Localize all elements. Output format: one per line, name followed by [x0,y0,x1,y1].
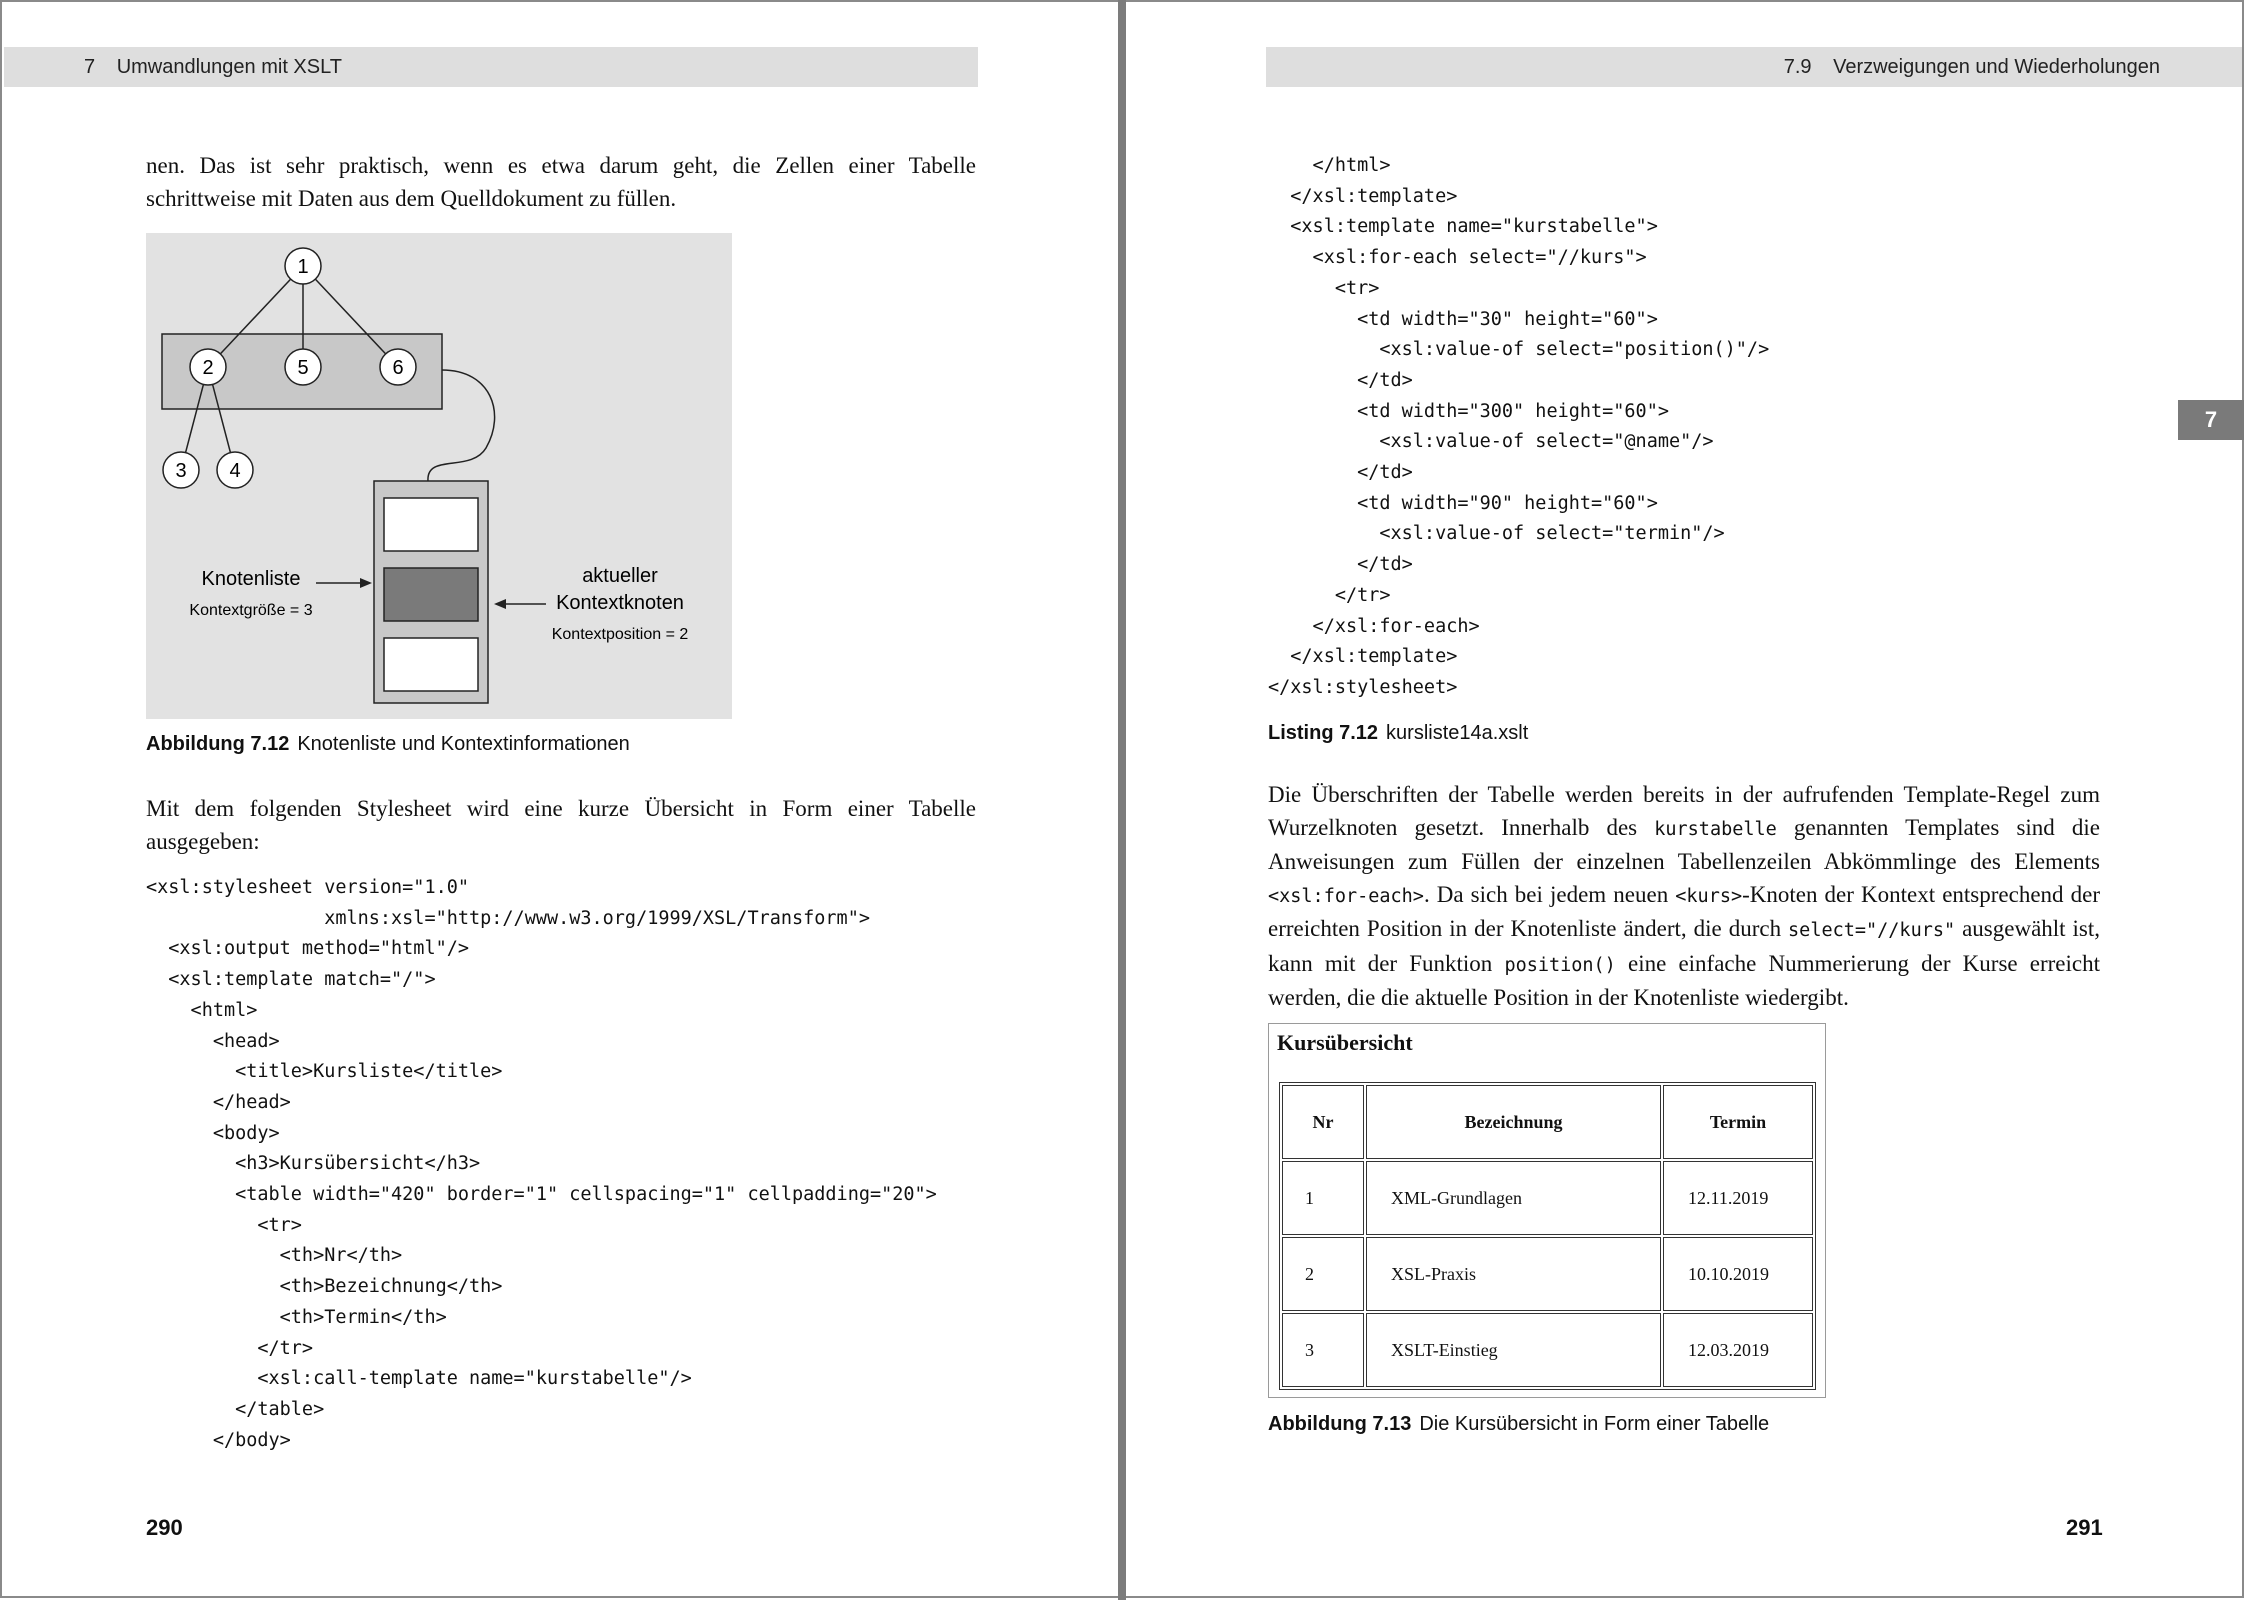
page-number-right: 291 [2066,1515,2103,1540]
cell-bezeichnung: XML-Grundlagen [1366,1161,1661,1235]
arrow-kontextknoten-head [494,599,506,609]
para-text: . Da sich bei jedem neuen [1423,881,1676,907]
node-list-slot-3 [384,638,478,691]
caption-text: Die Kursübersicht in Form einer Tabelle [1419,1413,1770,1435]
code-line: <td width="300" height="60"> [1268,400,1669,422]
code-line: <tr> [146,1214,302,1236]
node-6-label: 6 [392,357,404,379]
code-line: <xsl:value-of select="position()"/> [1268,339,1770,361]
paragraph-stylesheet-intro: Mit dem folgenden Stylesheet wird eine kurze Übersicht in Form einer Tabelle ausgegeben: [146,796,976,854]
node-2-label: 2 [202,357,214,379]
code-line: </td> [1268,462,1413,484]
cell-nr: 3 [1282,1313,1364,1387]
code-listing-right [1268,151,1769,704]
chapter-title: Umwandlungen mit XSLT [116,56,342,78]
figure-7-13-caption [1268,1413,1769,1436]
code-listing-left [146,873,937,1456]
table-row [1282,1237,1813,1311]
para-text: Die Überschriften der Tabelle werden bereits in der aufrufenden Template-Regel zum Wurzelknoten gesetzt. Innerhalb des [1268,782,2100,840]
code-line: <xsl:output method="html"/> [146,938,470,960]
cell-termin: 12.03.2019 [1663,1313,1813,1387]
code-line: <th>Bezeichnung</th> [146,1276,503,1298]
code-line: <xsl:template name="kurstabelle"> [1268,216,1658,238]
caption-label: Abbildung 7.13 [1268,1413,1412,1435]
code-line: <td width="90" height="60"> [1268,492,1658,514]
code-line: <xsl:stylesheet version="1.0" [146,877,470,898]
code-line: </tr> [1268,584,1391,606]
code-line: </td> [1268,369,1413,391]
code-line: <xsl:template match="/"> [146,969,436,991]
header-nr: Nr [1282,1085,1364,1159]
figure-knotenliste [146,233,732,719]
cell-termin: 10.10.2019 [1663,1237,1813,1311]
code-line: </xsl:for-each> [1268,615,1480,637]
right-running-head [1266,47,2242,87]
node-1-label: 1 [297,256,309,278]
code-line: </head> [146,1091,291,1113]
code-line: <body> [146,1122,280,1144]
inline-code: position() [1504,954,1616,976]
code-line: </body> [146,1429,291,1451]
label-kontextknoten: Kontextknoten [556,592,684,614]
kursuebersicht-title: Kursübersicht [1277,1030,1413,1055]
node-list-slot-2-current [384,568,478,621]
para-text: -Knoten der Kontext entsprechend der erreichten Position in der Knotenliste ändert, die durch [1268,881,2100,941]
listing-label: Listing 7.12 [1268,722,1379,744]
chapter-number: 7 [84,56,96,78]
cell-nr: 1 [1282,1161,1364,1235]
node-3-label: 3 [175,460,187,482]
cell-bezeichnung: XSL-Praxis [1366,1237,1661,1311]
section-title: Verzweigungen und Wiederholungen [1833,56,2160,78]
listing-filename: kursliste14a.xslt [1386,722,1529,744]
arrow-knotenliste-head [360,578,372,588]
chapter-thumb-tab: 7 [2178,400,2244,440]
code-line: <xsl:call-template name="kurstabelle"/> [146,1368,692,1390]
inline-code: select="//kurs" [1788,920,1956,941]
code-line: </html> [1268,155,1391,176]
node-4-label: 4 [229,460,241,482]
code-line: <xsl:for-each select="//kurs"> [1268,247,1647,269]
page-number-left: 290 [146,1515,183,1540]
para-text: ausgewählt ist, kann mit der Funktion [1268,916,2101,976]
kurs-table [1279,1082,1816,1390]
code-line: <th>Termin</th> [146,1306,447,1328]
code-line: <tr> [1268,277,1380,299]
node-list-slot-1 [384,498,478,551]
header-bezeichnung: Bezeichnung [1366,1085,1661,1159]
code-line: <td width="30" height="60"> [1268,308,1658,330]
para-text: eine einfache Nummerierung der Kurse erreicht werden, die die aktuelle Position in der Knotenliste wiedergibt. [1268,950,2100,1010]
code-line: <xsl:value-of select="@name"/> [1268,431,1714,453]
listing-7-12-caption [1268,722,1528,745]
code-line: </xsl:template> [1268,185,1458,207]
label-kontextgroesse: Kontextgröße = 3 [189,602,313,619]
caption-label: Abbildung 7.12 [146,733,290,755]
code-line: <html> [146,999,258,1021]
caption-text: Knotenliste und Kontextinformationen [297,733,630,755]
code-line: <th>Nr</th> [146,1245,403,1267]
cell-termin: 12.11.2019 [1663,1161,1813,1235]
table-row [1282,1313,1813,1387]
code-line: <title>Kursliste</title> [146,1061,503,1083]
code-line: <h3>Kursübersicht</h3> [146,1153,481,1175]
left-running-head [4,47,978,87]
table-header-row [1282,1085,1813,1159]
code-line: </xsl:template> [1268,646,1458,668]
inline-code: <xsl:for-each> [1268,885,1424,907]
code-line: <xsl:value-of select="termin"/> [1268,523,1725,545]
label-knotenliste: Knotenliste [201,568,301,590]
node-diagram [146,233,732,719]
intro-paragraph: nen. Das ist sehr praktisch, wenn es etwa darum geht, die Zellen einer Tabelle schrittweise mit Daten aus dem Quelldokument zu füllen. [146,153,976,211]
para-text: genannten Templates sind die Anweisungen zum Füllen der einzelnen Tabellenzeilen Abkömmlinge des Elements [1268,814,2101,874]
cell-bezeichnung: XSLT-Einstieg [1366,1313,1661,1387]
section-number: 7.9 [1783,56,1812,78]
inline-code: kurstabelle [1654,818,1777,840]
label-kontextposition: Kontextposition = 2 [551,626,689,643]
code-line: xmlns:xsl="http://www.w3.org/1999/XSL/Transform"> [146,907,870,929]
figure-kursuebersicht [1268,1023,1826,1398]
inline-code: <kurs> [1675,885,1743,907]
node-5-label: 5 [297,357,309,379]
code-line: </xsl:stylesheet> [1268,676,1458,698]
table-row [1282,1161,1813,1235]
paragraph-explanation [1268,779,2100,1015]
code-line: </td> [1268,554,1413,576]
header-termin: Termin [1663,1085,1813,1159]
cell-nr: 2 [1282,1237,1364,1311]
code-line: <head> [146,1030,280,1052]
code-line: </table> [146,1398,325,1420]
code-line: <table width="420" border="1" cellspacing="1" cellpadding="20"> [146,1184,937,1206]
code-line: </tr> [146,1337,314,1359]
label-aktueller: aktueller [582,565,658,587]
figure-7-12-caption [146,733,630,756]
book-gutter [1118,0,1126,1600]
